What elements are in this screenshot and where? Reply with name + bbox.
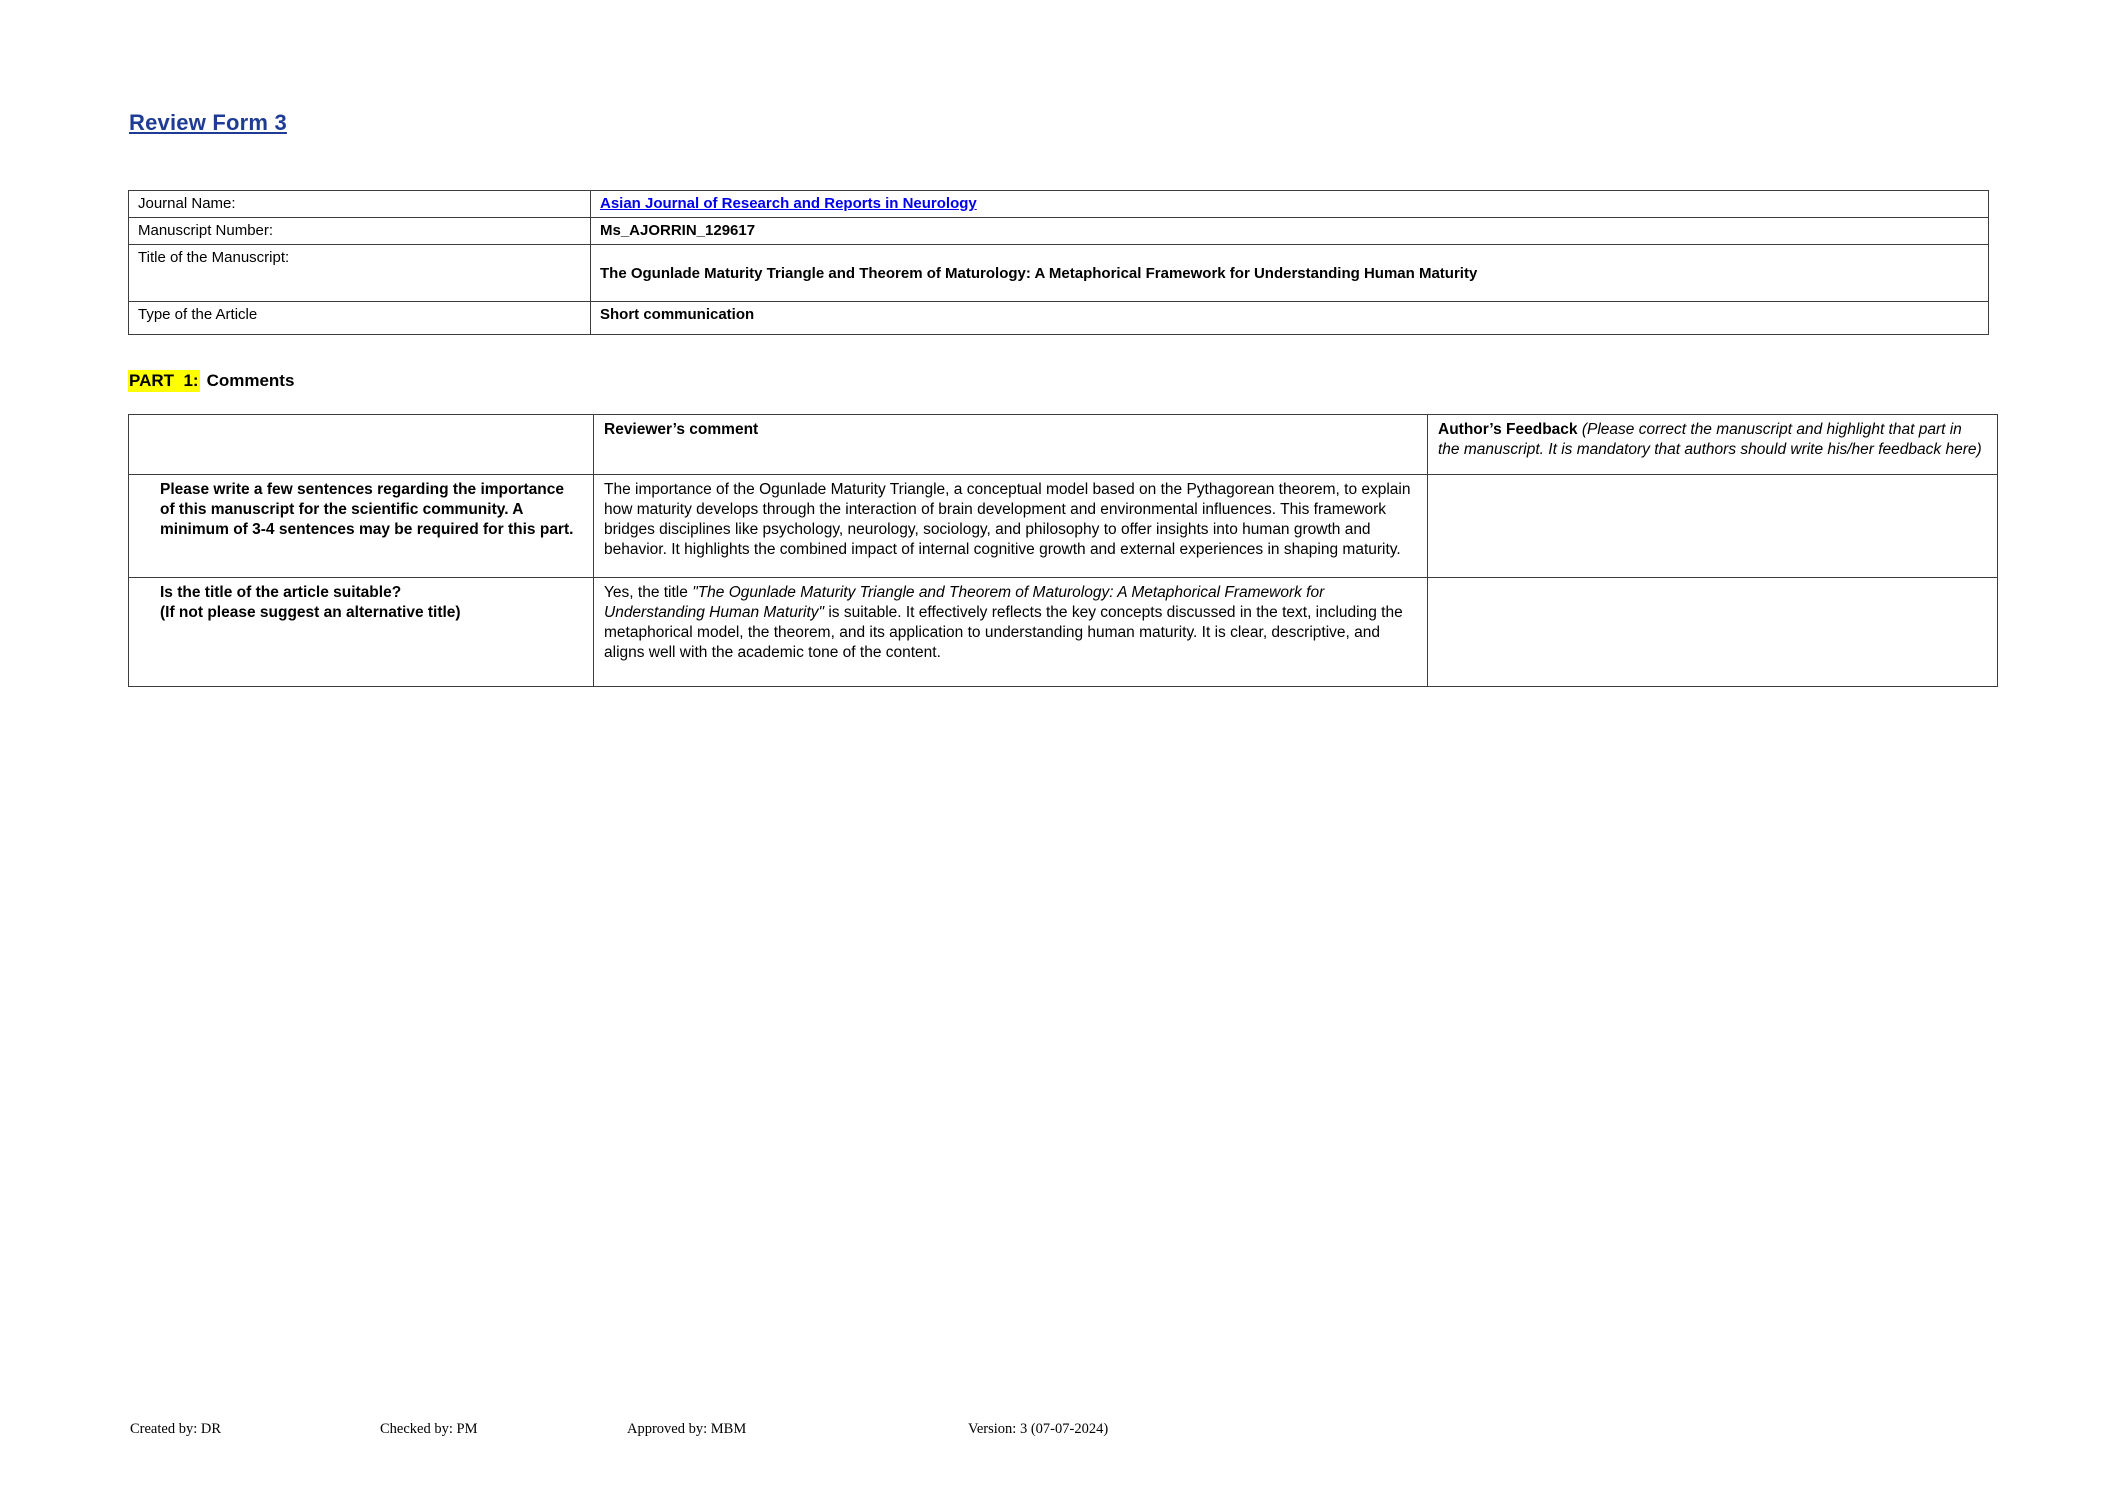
manuscript-title-value: The Ogunlade Maturity Triangle and Theorem of Maturology: A Metaphorical Framework for Understanding Human Maturity [591,245,1989,302]
comment-quoted-title: "The Ogunlade Maturity Triangle and Theorem of Maturology: A Metaphorical Framework for Understanding Human Maturity" [604,584,1325,621]
header-reviewer-comment: Reviewer’s comment [594,415,1428,475]
article-type-label: Type of the Article [129,302,591,335]
author-feedback-cell-1[interactable] [1428,475,1998,578]
comments-table [128,414,1998,687]
header-author-feedback [1428,415,1998,475]
comments-header-row [129,415,1998,475]
manuscript-number-value: Ms_AJORRIN_129617 [591,218,1989,245]
comment-prefix: Yes, the title [604,584,693,601]
footer-approved-by: Approved by: MBM [627,1421,747,1437]
footer-checked-by: Checked by: PM [380,1421,478,1437]
article-type-value: Short communication [591,302,1989,335]
table-row [129,191,1989,218]
part1-title: Comments [206,371,295,390]
page-title: Review Form 3 [129,110,287,135]
question-title-line2: (If not please suggest an alternative title) [160,604,461,621]
table-row [129,218,1989,245]
question-title-line1: Is the title of the article suitable? [160,584,402,601]
journal-name-link[interactable]: Asian Journal of Research and Reports in Neurology [600,195,977,212]
table-row [129,245,1989,302]
comment-suffix: is suitable. It effectively reflects the key concepts discussed in the text, including the metaphorical model, the theorem, and its application to understanding human maturity. It is clear, descriptive, and aligns well with the academic tone of the content. [604,604,1403,661]
header-question-cell [129,415,594,475]
author-feedback-cell-2[interactable] [1428,578,1998,687]
footer-version: Version: 3 (07-07-2024) [968,1421,1109,1437]
author-feedback-title: Author’s Feedback [1438,421,1578,438]
footer-created-by: Created by: DR [130,1421,222,1437]
manuscript-number-label: Manuscript Number: [129,218,591,245]
part1-heading [128,371,294,391]
manuscript-info-table [128,190,1989,335]
reviewer-comment-title [594,578,1428,687]
table-row [129,578,1998,687]
part1-badge: PART 1: [129,371,199,390]
journal-name-label: Journal Name: [129,191,591,218]
table-row [129,302,1989,335]
table-row [129,475,1998,578]
manuscript-title-label: Title of the Manuscript: [129,245,591,302]
author-feedback-note: (Please correct the manuscript and highlight that part in the manuscript. It is mandatory that authors should write his/her feedback here) [1438,421,1982,458]
reviewer-comment-importance: The importance of the Ogunlade Maturity Triangle, a conceptual model based on the Pythagorean theorem, to explain how maturity develops through the interaction of brain development and environmental influences. This framework bridges disciplines like psychology, neurology, sociology, and philosophy to offer insights into human growth and behavior. It highlights the combined impact of internal cognitive growth and external experiences in shaping maturity. [594,475,1428,578]
question-importance: Please write a few sentences regarding the importance of this manuscript for the scientific community. A minimum of 3-4 sentences may be required for this part. [129,475,594,578]
question-title-suitable [129,578,594,687]
